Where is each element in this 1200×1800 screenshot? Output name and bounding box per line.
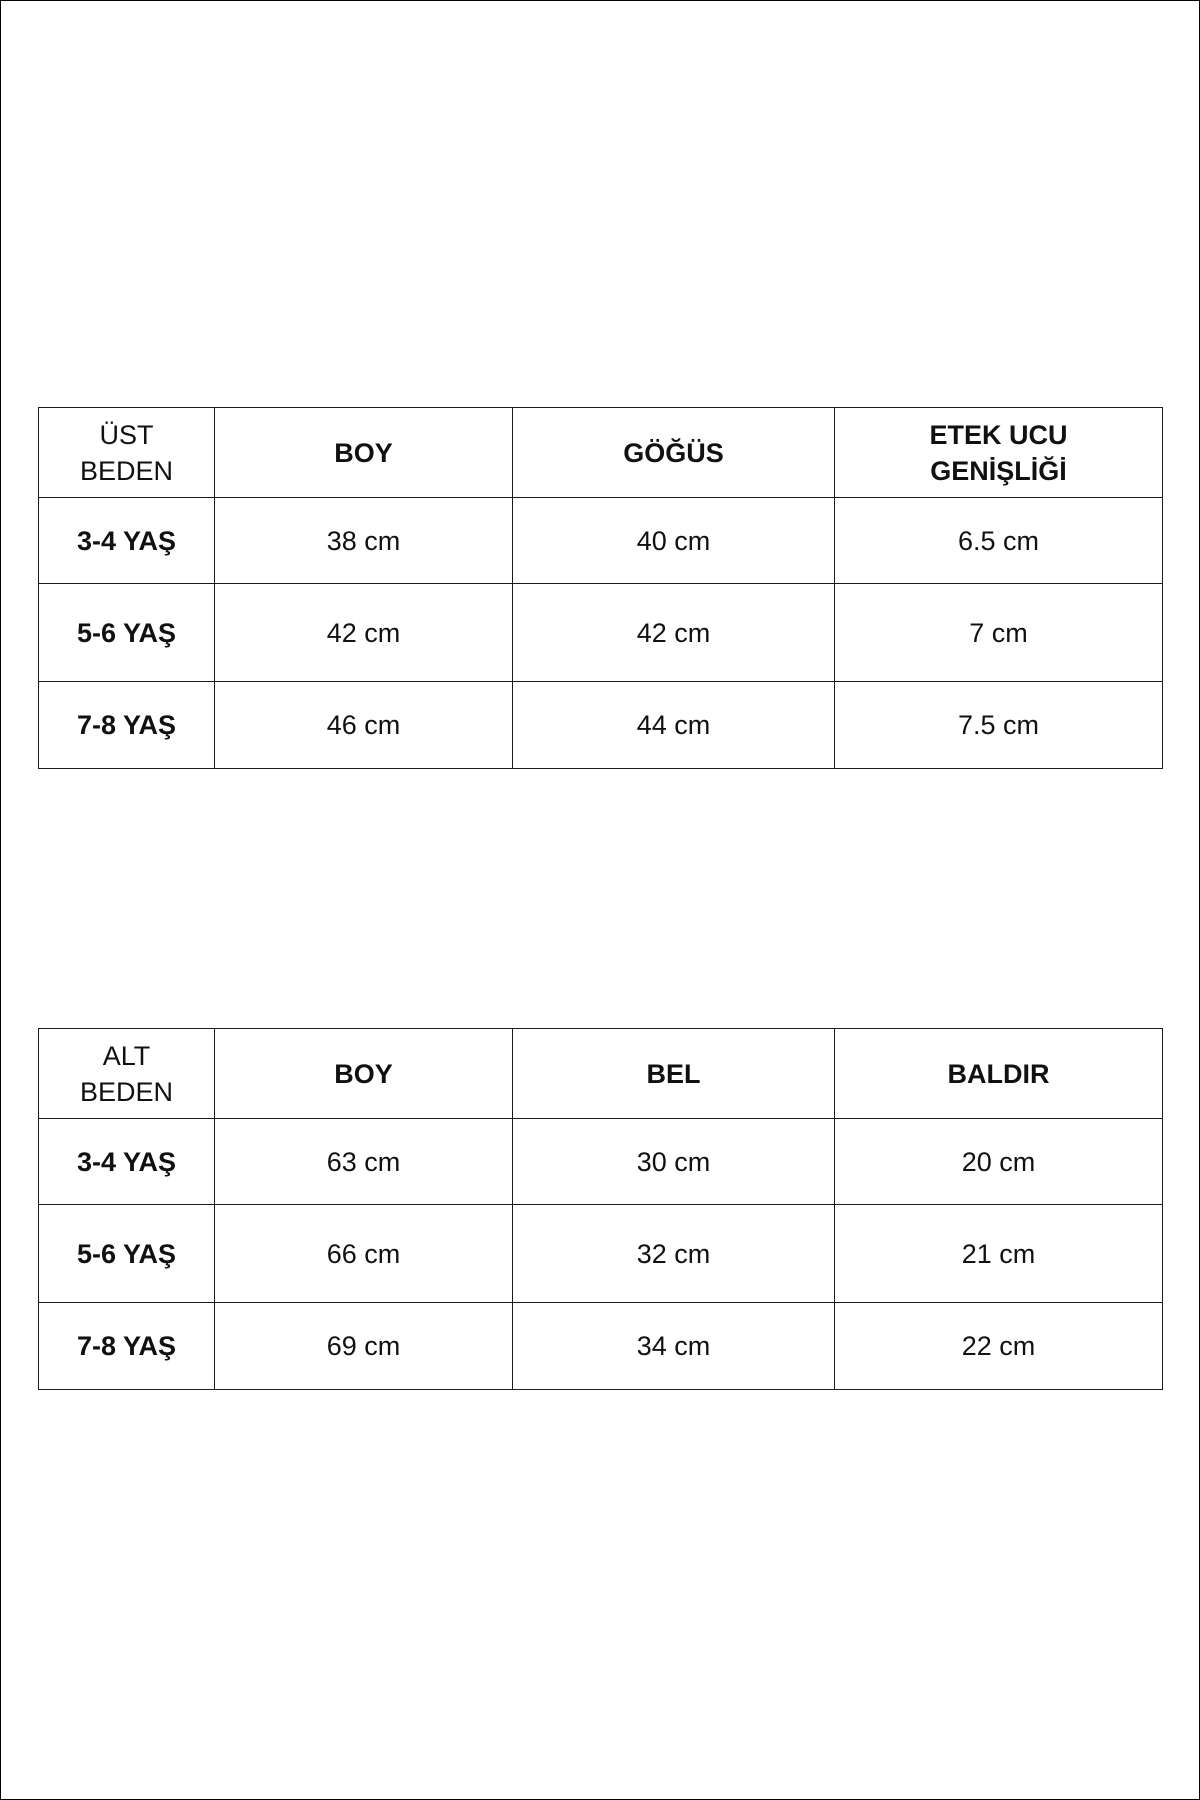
row-label: 5-6 YAŞ	[39, 584, 215, 682]
value-cell: 66 cm	[215, 1205, 513, 1303]
corner-line: ÜST	[99, 419, 154, 450]
value-cell: 21 cm	[835, 1205, 1163, 1303]
table-row	[39, 682, 1163, 769]
row-label: 5-6 YAŞ	[39, 1205, 215, 1303]
value-cell: 7 cm	[835, 584, 1163, 682]
value-cell: 38 cm	[215, 498, 513, 584]
value-cell: 7.5 cm	[835, 682, 1163, 769]
corner-line: BEDEN	[79, 1076, 174, 1107]
table-row	[39, 1205, 1163, 1303]
row-label: 7-8 YAŞ	[39, 682, 215, 769]
value-cell: 6.5 cm	[835, 498, 1163, 584]
value-cell: 40 cm	[513, 498, 835, 584]
lower-body-size-table	[38, 1028, 1163, 1390]
column-header-bel: BEL	[513, 1029, 835, 1119]
table-row	[39, 1303, 1163, 1390]
value-cell: 22 cm	[835, 1303, 1163, 1390]
value-cell: 34 cm	[513, 1303, 835, 1390]
corner-cell	[39, 1029, 215, 1119]
value-cell: 42 cm	[215, 584, 513, 682]
value-cell: 30 cm	[513, 1119, 835, 1205]
row-label: 7-8 YAŞ	[39, 1303, 215, 1390]
corner-line: BEDEN	[79, 455, 174, 486]
column-header-etek-ucu-genisligi: ETEK UCU GENİŞLİĞİ	[835, 408, 1163, 498]
table-header-row	[39, 408, 1163, 498]
value-cell: 20 cm	[835, 1119, 1163, 1205]
column-header-boy: BOY	[215, 1029, 513, 1119]
row-label: 3-4 YAŞ	[39, 1119, 215, 1205]
upper-body-size-table	[38, 407, 1163, 769]
value-cell: 42 cm	[513, 584, 835, 682]
column-header-gogus: GÖĞÜS	[513, 408, 835, 498]
value-cell: 46 cm	[215, 682, 513, 769]
row-label: 3-4 YAŞ	[39, 498, 215, 584]
value-cell: 63 cm	[215, 1119, 513, 1205]
column-header-baldir: BALDIR	[835, 1029, 1163, 1119]
table-row	[39, 498, 1163, 584]
table-row	[39, 1119, 1163, 1205]
value-cell: 32 cm	[513, 1205, 835, 1303]
table-header-row	[39, 1029, 1163, 1119]
table-row	[39, 584, 1163, 682]
column-header-boy: BOY	[215, 408, 513, 498]
value-cell: 69 cm	[215, 1303, 513, 1390]
corner-cell	[39, 408, 215, 498]
corner-line: ALT	[102, 1040, 151, 1071]
value-cell: 44 cm	[513, 682, 835, 769]
